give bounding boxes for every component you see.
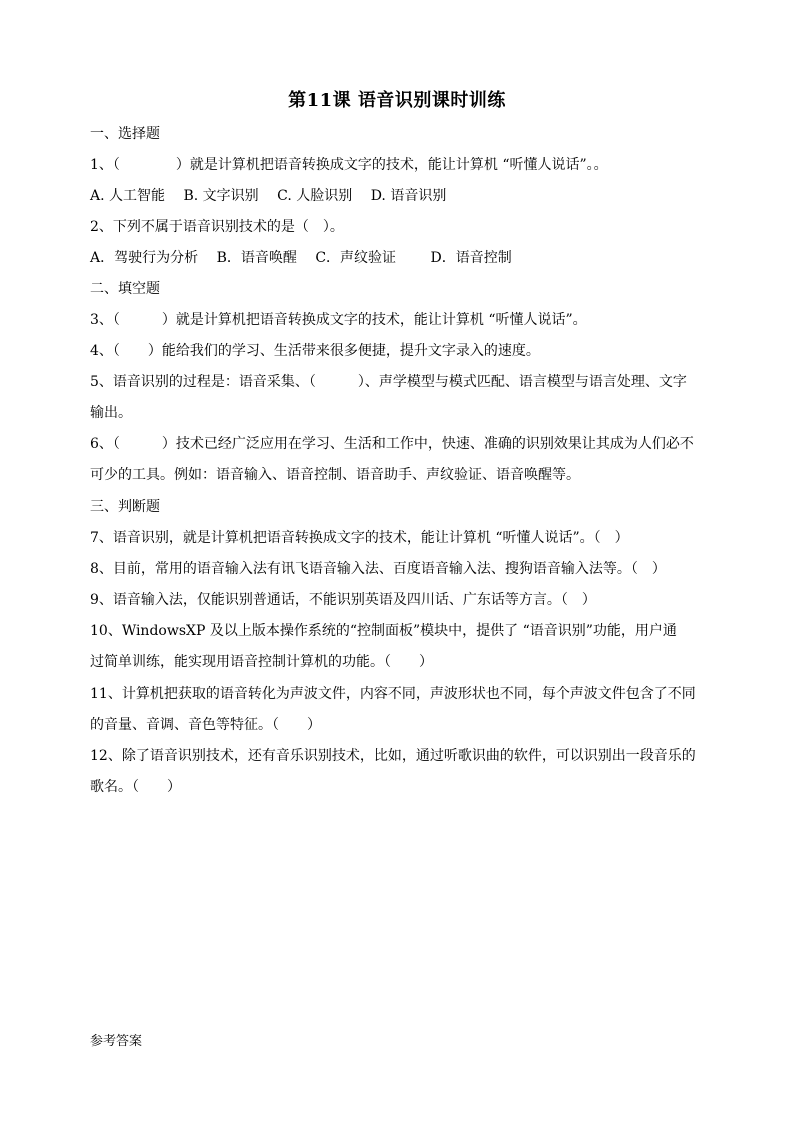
option-c: C．声纹验证 [315, 250, 397, 266]
question-12-line-1: 12、除了语音识别技术，还有音乐识别技术，比如，通过听歌识曲的软件，可以识别出一段音乐的 [90, 748, 696, 764]
question-1-options [90, 186, 710, 206]
question-2-options [90, 248, 710, 268]
section-heading-judge: 三、判断题 [90, 499, 160, 515]
question-6-line-1: 6、（ ）技术已经广泛应用在学习、生活和工作中，快速、准确的识别效果让其成为人们必不 [90, 436, 694, 452]
section-heading-fill: 二、填空题 [90, 281, 160, 297]
question-11-line-2: 的音量、音调、音色等特征。（ ） [90, 717, 321, 733]
answer-key-heading: 参考答案 [90, 1034, 143, 1049]
option-a: A. 人工智能 [90, 188, 166, 204]
option-c: C. 人脸识别 [277, 188, 353, 204]
question-7: 7、语音识别，就是计算机把语音转换成文字的技术，能让计算机 “听懂人说话”。（ ） [90, 530, 629, 546]
option-d: D. 语音识别 [370, 188, 447, 204]
question-1: 1、（ ）就是计算机把语音转换成文字的技术，能让计算机 “听懂人说话”。。 [90, 157, 608, 173]
question-3: 3、（ ）就是计算机把语音转换成文字的技术，能让计算机 “听懂人说话”。 [90, 312, 587, 328]
question-10-line-2: 过简单训练，能实现用语音控制计算机的功能。（ ） [90, 654, 433, 670]
question-9: 9、语音输入法，仅能识别普通话，不能识别英语及四川话、广东话等方言。（ ） [90, 592, 596, 608]
question-10-line-1: 10、WindowsXP 及以上版本操作系统的“控制面板”模块中，提供了 “语音识别”功能，用户通 [90, 623, 677, 639]
option-d: D．语音控制 [430, 250, 512, 266]
question-6-line-2: 可少的工具。例如：语音输入、语音控制、语音助手、声纹验证、语音唤醒等。 [90, 467, 580, 483]
option-b: B. 文字识别 [183, 188, 259, 204]
section-heading-choice: 一、选择题 [90, 126, 160, 142]
question-12-line-2: 歌名。（ ） [90, 779, 181, 795]
question-5-line-2: 输出。 [90, 405, 132, 421]
question-2: 2、下列不属于语音识别技术的是（ ）。 [90, 219, 344, 235]
question-5-line-1: 5、语音识别的过程是：语音采集、（ ）、声学模型与模式匹配、语言模型与语言处理、文字 [90, 374, 687, 390]
question-4: 4、（ ）能给我们的学习、生活带来很多便捷，提升文字录入的速度。 [90, 343, 540, 359]
option-b: B．语音唤醒 [216, 250, 297, 266]
question-8: 8、目前，常用的语音输入法有讯飞语音输入法、百度语音输入法、搜狗语音输入法等。（ ） [90, 561, 666, 577]
option-a: A．驾驶行为分析 [90, 250, 199, 266]
question-11-line-1: 11、计算机把获取的语音转化为声波文件，内容不同，声波形状也不同，每个声波文件包含了不同 [90, 686, 696, 702]
page-title: 第11课 语音识别课时训练 [288, 90, 506, 111]
